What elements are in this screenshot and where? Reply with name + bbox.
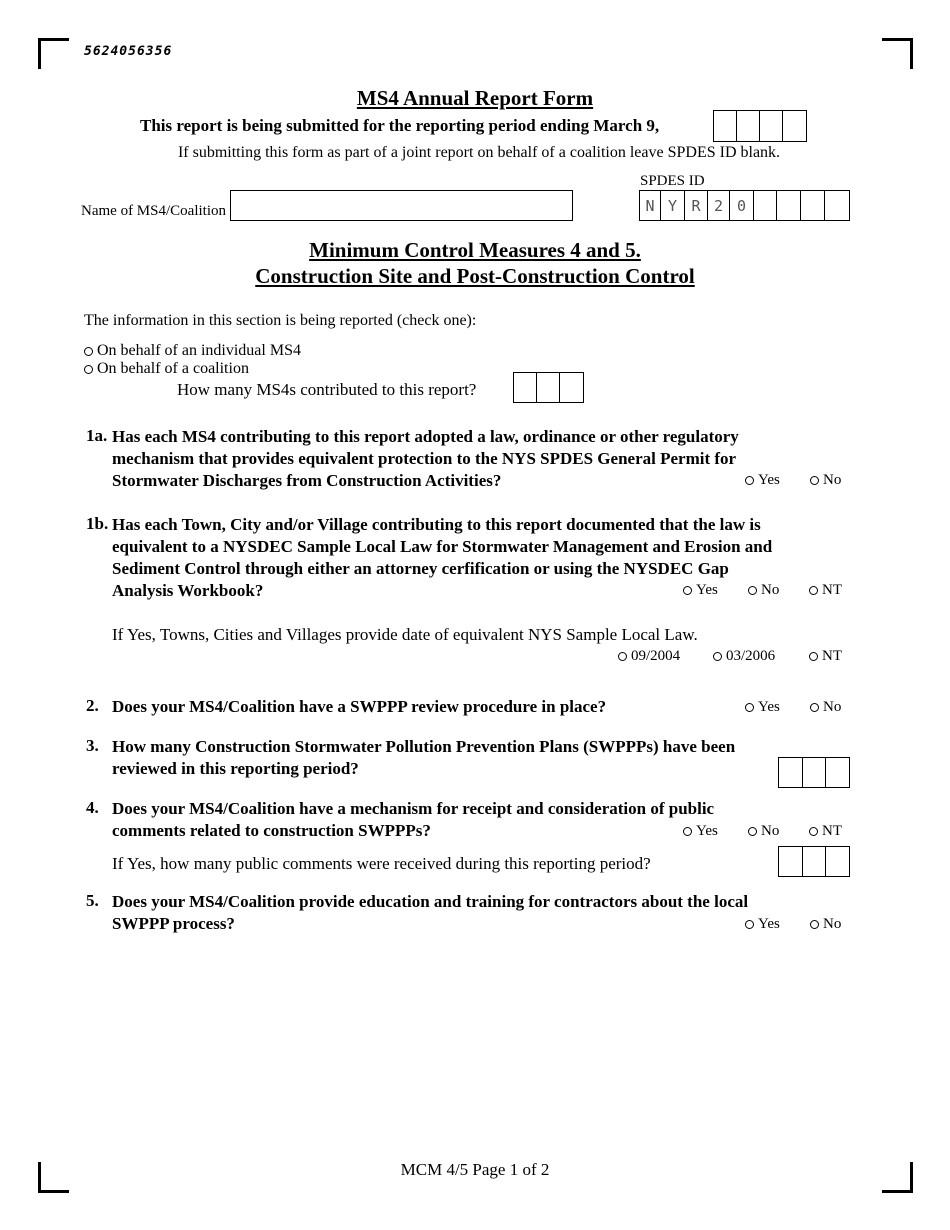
radio-circle-icon <box>810 703 819 712</box>
radio-circle-icon <box>809 827 818 836</box>
q2-yes-radio[interactable]: Yes <box>745 699 780 716</box>
spdes-char: 2 <box>708 191 730 220</box>
q2-number: 2. <box>86 696 99 715</box>
coalition-name-input[interactable] <box>230 190 573 221</box>
period-year-input[interactable] <box>713 110 807 142</box>
q4-yes-radio[interactable]: Yes <box>683 823 718 840</box>
q5-no-radio[interactable]: No <box>810 916 841 933</box>
q1b-no-radio[interactable]: No <box>748 582 779 599</box>
q1a-text: Has each MS4 contributing to this report adopted a law, ordinance or other regulatory mechanism that provides equivalent protection to the NYS SPDES General Permit for Stormwater Discharges from Construction Activities? <box>112 427 739 490</box>
spdes-char: R <box>685 191 708 220</box>
q1b-number: 1b. <box>86 514 109 533</box>
corner-mark-top-right <box>882 38 913 69</box>
q5-text: Does your MS4/Coalition provide education and training for contractors about the local SWPPP process? <box>112 892 749 933</box>
q1a-number: 1a. <box>86 426 108 445</box>
q4-no-radio[interactable]: No <box>748 823 779 840</box>
period-prompt: This report is being submitted for the reporting period ending March 9, <box>140 116 660 135</box>
spdes-id-input[interactable] <box>639 190 850 221</box>
q4-comments-count-input[interactable] <box>778 846 850 877</box>
q1b-text: Has each Town, City and/or Village contributing to this report documented that the law is equivalent to a NYSDEC Sample Local Law for Stormwater Management and Erosion and Sediment Control through either an attorney cerfification or using the NYSDEC Gap Analysis Workbook? <box>112 515 773 600</box>
q1b-date-2006-radio[interactable]: 03/2006 <box>713 648 775 665</box>
radio-circle-icon <box>745 476 754 485</box>
radio-circle-icon <box>748 827 757 836</box>
q4-nt-radio[interactable]: NT <box>809 823 842 840</box>
radio-circle-icon <box>809 652 818 661</box>
q1b-date-nt-radio[interactable]: NT <box>809 648 842 665</box>
radio-coalition[interactable]: On behalf of a coalition <box>84 360 249 378</box>
radio-circle-icon <box>809 586 818 595</box>
q3-text: How many Construction Stormwater Pollution Prevention Plans (SWPPPs) have been reviewed in this reporting period? <box>112 737 736 778</box>
spdes-char: Y <box>661 191 685 220</box>
spdes-char <box>801 191 825 220</box>
spdes-char: 0 <box>730 191 754 220</box>
coalition-note: If submitting this form as part of a joint report on behalf of a coalition leave SPDES ID blank. <box>177 144 781 161</box>
q1a-no-radio[interactable]: No <box>810 472 841 489</box>
q3-number: 3. <box>86 736 99 755</box>
radio-circle-icon <box>683 827 692 836</box>
spdes-char: N <box>640 191 661 220</box>
radio-circle-icon <box>84 365 93 374</box>
radio-circle-icon <box>748 586 757 595</box>
form-id: 5624056356 <box>84 44 173 59</box>
q1b-followup: If Yes, Towns, Cities and Villages provide date of equivalent NYS Sample Local Law. <box>112 625 698 644</box>
spdes-char <box>777 191 801 220</box>
corner-mark-top-left <box>38 38 69 69</box>
spdes-char <box>754 191 777 220</box>
radio-circle-icon <box>683 586 692 595</box>
q3-count-input[interactable] <box>778 757 850 788</box>
page-footer: MCM 4/5 Page 1 of 2 <box>400 1160 550 1179</box>
radio-individual-ms4[interactable]: On behalf of an individual MS4 <box>84 342 301 360</box>
page-title: MS4 Annual Report Form <box>356 86 594 110</box>
contrib-prompt: How many MS4s contributed to this report? <box>177 380 477 399</box>
q4-text: Does your MS4/Coalition have a mechanism for receipt and consideration of public comments related to construction SWPPPs? <box>112 799 715 840</box>
spdes-label: SPDES ID <box>640 173 705 189</box>
radio-circle-icon <box>810 476 819 485</box>
q1b-date-2004-radio[interactable]: 09/2004 <box>618 648 680 665</box>
section-title-line1: Minimum Control Measures 4 and 5. <box>309 238 641 262</box>
spdes-char <box>825 191 849 220</box>
q4-followup: If Yes, how many public comments were received during this reporting period? <box>112 854 651 873</box>
q1b-nt-radio[interactable]: NT <box>809 582 842 599</box>
q1a-yes-radio[interactable]: Yes <box>745 472 780 489</box>
radio-circle-icon <box>713 652 722 661</box>
radio-circle-icon <box>810 920 819 929</box>
q5-number: 5. <box>86 891 99 910</box>
q2-text: Does your MS4/Coalition have a SWPPP review procedure in place? <box>112 697 607 716</box>
radio-circle-icon <box>745 703 754 712</box>
check-one-prompt: The information in this section is being reported (check one): <box>84 312 477 329</box>
radio-circle-icon <box>618 652 627 661</box>
q1b-yes-radio[interactable]: Yes <box>683 582 718 599</box>
q5-yes-radio[interactable]: Yes <box>745 916 780 933</box>
name-label: Name of MS4/Coalition <box>81 203 226 219</box>
q2-no-radio[interactable]: No <box>810 699 841 716</box>
radio-circle-icon <box>84 347 93 356</box>
radio-circle-icon <box>745 920 754 929</box>
section-title-line2: Construction Site and Post-Construction Control <box>255 264 695 288</box>
contrib-count-input[interactable] <box>513 372 584 403</box>
q4-number: 4. <box>86 798 99 817</box>
